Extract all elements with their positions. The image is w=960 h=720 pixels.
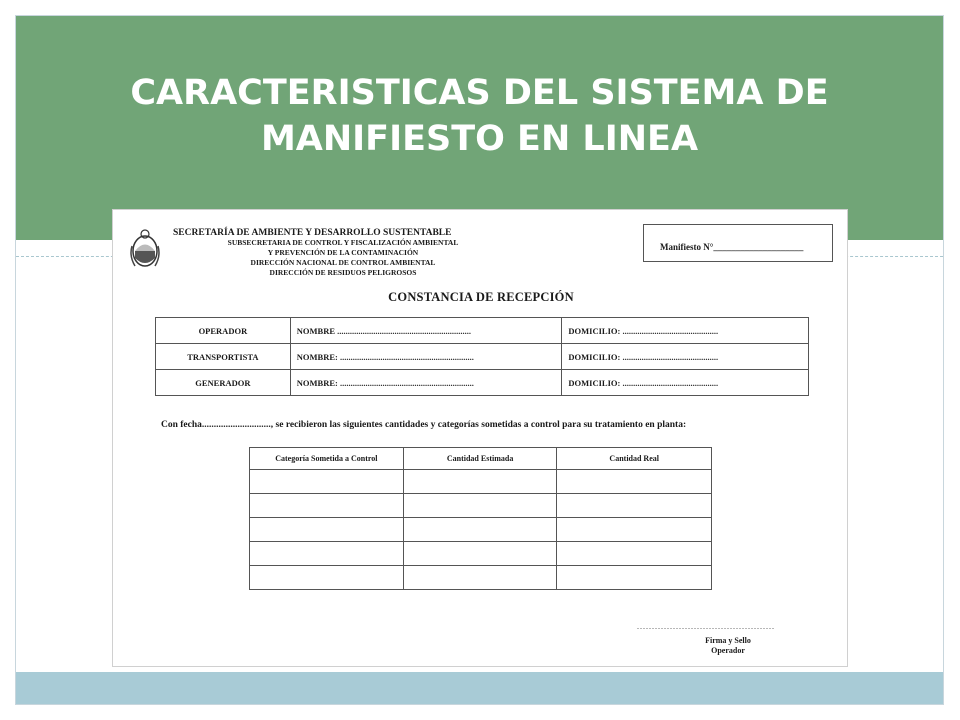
table-row: [156, 344, 809, 370]
party-address-field: DOMICILIO: .............................................: [562, 344, 809, 370]
table-row: [250, 542, 712, 566]
footer-band: [16, 672, 943, 704]
org-sub-2: Y PREVENCIÓN DE LA CONTAMINACIÓN: [267, 248, 419, 257]
table-cell: [250, 518, 404, 542]
table-cell: [250, 470, 404, 494]
column-header-real: Cantidad Real: [557, 448, 712, 470]
form-image: [112, 209, 848, 667]
org-sub-1: SUBSECRETARIA DE CONTROL Y FISCALIZACIÓN AMBIENTAL: [227, 238, 459, 247]
table-cell: [557, 542, 712, 566]
party-name-field: NOMBRE: ...............................................................: [290, 344, 562, 370]
party-role: OPERADOR: [156, 318, 291, 344]
party-address-field: DOMICILIO: .............................................: [562, 318, 809, 344]
table-cell: [557, 518, 712, 542]
column-header-category: Categoría Sometida a Control: [250, 448, 404, 470]
argentina-coat-of-arms-icon: [129, 226, 161, 272]
table-cell: [403, 494, 557, 518]
table-header-row: [250, 448, 712, 470]
party-name-field: NOMBRE ...............................................................: [290, 318, 562, 344]
party-role: TRANSPORTISTA: [156, 344, 291, 370]
table-row: [156, 370, 809, 396]
table-cell: [403, 470, 557, 494]
parties-table: [155, 317, 809, 396]
manifest-number-box: [643, 224, 833, 262]
signature-role: Operador: [711, 646, 745, 655]
slide-title-line-2: MANIFIESTO EN LINEA: [260, 119, 699, 159]
table-row: [250, 494, 712, 518]
column-header-estimated: Cantidad Estimada: [403, 448, 557, 470]
table-cell: [403, 542, 557, 566]
table-cell: [250, 542, 404, 566]
table-row: [250, 566, 712, 590]
table-cell: [403, 518, 557, 542]
reception-statement: Con fecha............................., se recibieron las siguientes cantidades y categorías sometidas a control para su tratamiento en planta:: [161, 420, 687, 430]
table-cell: [557, 494, 712, 518]
table-cell: [250, 566, 404, 590]
organization-header: [173, 228, 513, 278]
slide-title: [16, 70, 943, 162]
slide-title-line-1: CARACTERISTICAS DEL SISTEMA DE: [130, 73, 829, 113]
org-sub-4: DIRECCIÓN DE RESIDUOS PELIGROSOS: [269, 268, 417, 277]
manifest-number-label: Manifiesto N°____________________: [660, 242, 804, 252]
party-name-field: NOMBRE: ...............................................................: [290, 370, 562, 396]
table-row: [250, 518, 712, 542]
signature-caption: [673, 636, 783, 656]
table-cell: [250, 494, 404, 518]
signature-label: Firma y Sello: [705, 636, 751, 645]
document-title: CONSTANCIA DE RECEPCIÓN: [388, 290, 574, 304]
party-role: GENERADOR: [156, 370, 291, 396]
party-address-field: DOMICILIO: .............................................: [562, 370, 809, 396]
table-row: [250, 470, 712, 494]
org-main: SECRETARÍA DE AMBIENTE Y DESARROLLO SUSTENTABLE: [173, 228, 452, 238]
signature-line: ..............................................: [637, 622, 775, 631]
org-sub-3: DIRECCIÓN NACIONAL DE CONTROL AMBIENTAL: [250, 258, 436, 267]
table-cell: [557, 566, 712, 590]
table-cell: [557, 470, 712, 494]
quantity-table: [249, 447, 712, 590]
table-row: [156, 318, 809, 344]
table-cell: [403, 566, 557, 590]
